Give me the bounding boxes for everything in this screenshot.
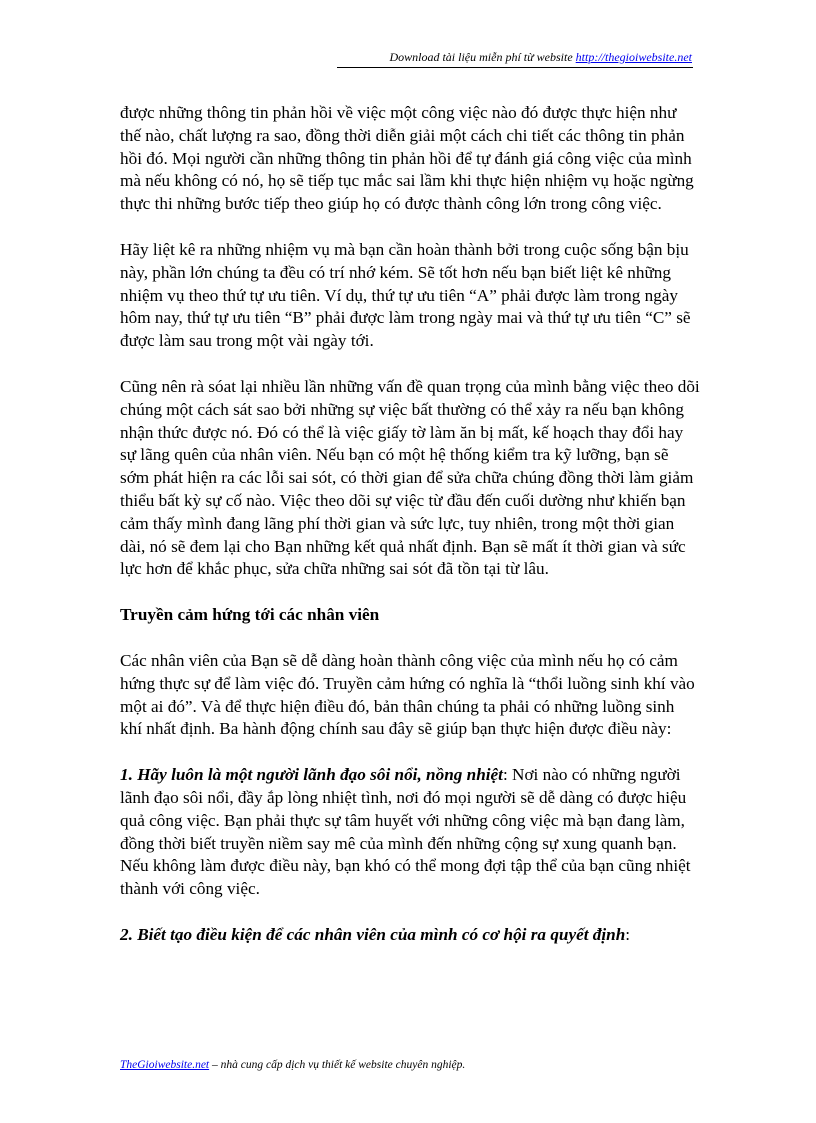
document-body (120, 102, 700, 970)
paragraph-4: Các nhân viên của Bạn sẽ dễ dàng hoàn thành công việc của mình nếu họ có cảm hứng thực sự để làm việc đó. Truyền cảm hứng có nghĩa là “thổi luồng sinh khí vào một ai đó”. Và để thực hiện điều đó, bản thân chúng ta phải có những luồng sinh khí nhất định. Ba hành động chính sau đây sẽ giúp bạn thực hiện được điều này: (120, 650, 695, 739)
section-heading: Truyền cảm hứng tới các nhân viên (120, 605, 380, 625)
header-text: Download tài liệu miễn phí từ website (389, 50, 576, 64)
page-footer (120, 1059, 465, 1071)
list-item-2 (120, 924, 700, 947)
paragraph-2: Hãy liệt kê ra những nhiệm vụ mà bạn cần hoàn thành bởi trong cuộc sống bận bịu này, phần lớn chúng ta đều có trí nhớ kém. Sẽ tốt hơn nếu bạn biết liệt kê những nhiệm vụ theo thứ tự ưu tiên. Ví dụ, thứ tự ưu tiên “A” phải được làm trong ngày hôm nay, thứ tự ưu tiên “B” phải được làm trong ngày mai và thứ tự ưu tiên “C” sẽ được làm sau trong một vài ngày tới. (120, 239, 691, 351)
paragraph-1: được những thông tin phản hồi về việc một công việc nào đó được thực hiện như thế nào, chất lượng ra sao, đồng thời diễn giải một cách chi tiết các thông tin phản hồi đó. Mọi người cần những thông tin phản hồi để tự đánh giá công việc của mình mà nếu không có nó, họ sẽ tiếp tục mắc sai lầm khi thực hiện nhiệm vụ hoặc ngừng thực thi những bước tiếp theo giúp họ có được thành công lớn trong công việc. (120, 103, 694, 214)
footer-text: – nhà cung cấp dịch vụ thiết kế website chuyên nghiệp. (209, 1059, 466, 1071)
list-item-2-text: : (625, 924, 631, 944)
paragraph-3: Cũng nên rà sóat lại nhiều lần những vấn đề quan trọng của mình bằng việc theo dõi chúng một cách sát sao bởi những sự việc bất thường có thể xảy ra nếu bạn không nhận thức được nó. Đó có thể là việc giấy tờ làm ăn bị mất, kế hoạch thay đổi hay sự lãng quên của nhân viên. Nếu bạn có một hệ thống kiểm tra kỹ lưỡng, bạn sẽ sớm phát hiện ra các lỗi sai sót, có thời gian để sửa chữa chúng đồng thời làm giảm thiểu bất kỳ sự cố nào. Việc theo dõi sự việc từ đầu đến cuối dường như khiến bạn cảm thấy mình đang lãng phí thời gian và sức lực, tuy nhiên, trong một thời gian dài, nó sẽ đem lại cho Bạn những kết quả nhất định. Bạn sẽ mất ít thời gian và sức lực hơn để khắc phục, sửa chữa những sai sót đã tồn tại từ lâu. (120, 376, 700, 579)
header-divider (337, 67, 693, 68)
list-item-2-lead: 2. Biết tạo điều kiện để các nhân viên của mình có cơ hội ra quyết định (120, 924, 626, 944)
list-item-1-text: : Nơi nào có những người lãnh đạo sôi nổi, đầy ắp lòng nhiệt tình, nơi đó mọi người sẽ dễ dàng có được hiệu quả công việc. Bạn phải thực sự tâm huyết với những công việc mà bạn đang làm, đồng thời biết truyền niềm say mê của mình đến những cộng sự xung quanh bạn. Nếu không làm được điều này, bạn khó có thể mong đợi tập thể của bạn cũng nhiệt thành với công việc. (120, 765, 691, 899)
header-link[interactable]: http://thegioiwebsite.net (575, 50, 692, 64)
footer-link[interactable]: TheGioiwebsite.net (120, 1059, 210, 1071)
list-item-1-lead: 1. Hãy luôn là một người lãnh đạo sôi nổi, nồng nhiệt (120, 765, 503, 785)
list-item-1 (120, 764, 700, 901)
page-header (389, 50, 692, 65)
